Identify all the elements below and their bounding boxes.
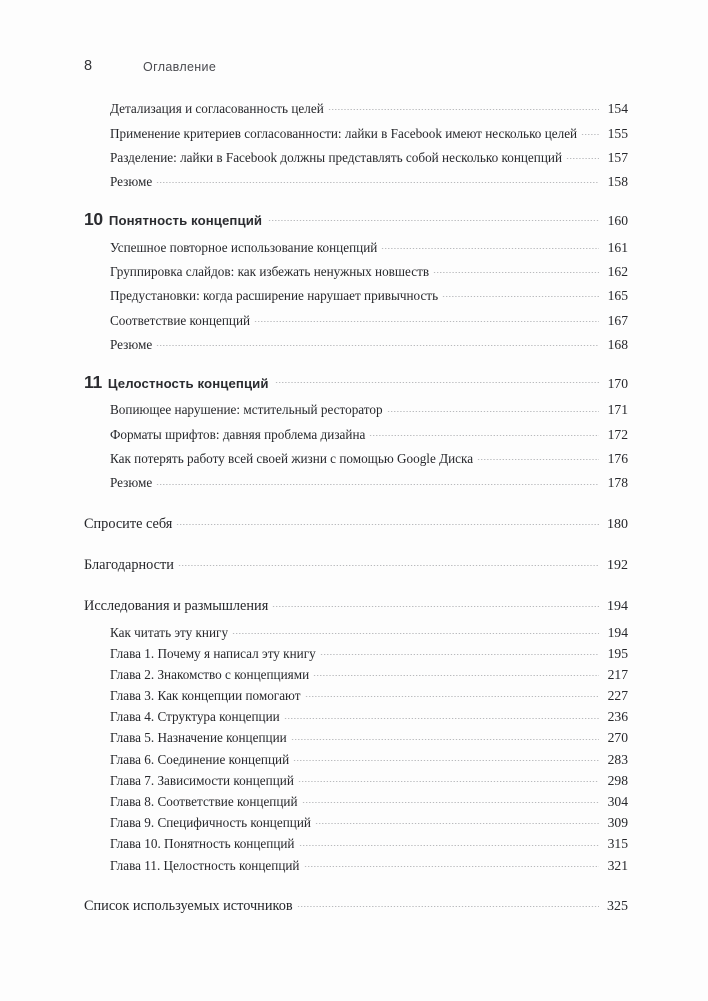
toc-entry-page-number: 227 (607, 688, 628, 704)
toc-entry-page-number: 160 (607, 213, 628, 229)
toc-entry-sub[interactable] (0, 311, 708, 328)
toc-entry-item[interactable] (0, 750, 708, 767)
dot-leader (477, 450, 599, 463)
toc-entry-label: Понятность концепций (108, 213, 263, 229)
toc-entry-label: Глава 2. Знакомство с концепциями (110, 666, 310, 682)
toc-entry-chapter[interactable] (0, 209, 708, 229)
toc-entry-page-number: 167 (607, 312, 628, 328)
toc-entry-label: Как потерять работу всей своей жизни с помощью Google Диска (110, 450, 474, 466)
toc-entry-item[interactable] (0, 645, 708, 662)
toc-entry-page-number: 170 (607, 376, 628, 392)
dot-leader (284, 708, 599, 721)
dot-leader (291, 729, 599, 742)
toc-entry-sub[interactable] (0, 100, 708, 117)
toc-entry-page-number: 304 (607, 794, 628, 810)
dot-leader (581, 124, 599, 137)
toc-entry-label: Список используемых источников (84, 897, 293, 914)
toc-entry-label: Вопиющее нарушение: мстительный ресторатор (110, 402, 383, 418)
toc-entry-sub[interactable] (0, 425, 708, 442)
toc-entry-page-number: 194 (607, 624, 628, 640)
toc-entry-label: Группировка слайдов: как избежать ненужных новшеств (110, 263, 430, 279)
toc-entry-section[interactable] (0, 896, 708, 915)
dot-leader (328, 100, 599, 113)
toc-entry-label: Глава 6. Соединение концепций (110, 751, 290, 767)
toc-entry-page-number: 236 (607, 709, 628, 725)
toc-entry-page-number: 325 (607, 898, 628, 914)
dot-leader (178, 555, 599, 569)
toc-entry-page-number: 192 (607, 558, 628, 574)
dot-leader (293, 750, 599, 763)
dot-leader (275, 372, 599, 388)
toc-entry-page-number: 165 (607, 288, 628, 304)
dot-leader (156, 173, 599, 186)
toc-entry-page-number: 270 (607, 730, 628, 746)
toc-entry-sub[interactable] (0, 149, 708, 166)
dot-leader (442, 287, 599, 300)
toc-entry-sub[interactable] (0, 124, 708, 141)
toc-entry-item[interactable] (0, 708, 708, 725)
dot-leader (254, 311, 599, 324)
dot-leader (433, 263, 599, 276)
toc-entry-section[interactable] (0, 513, 708, 532)
toc-entry-label: Глава 11. Целостность концепций (110, 857, 300, 873)
toc-entry-item[interactable] (0, 729, 708, 746)
toc-entry-sub[interactable] (0, 401, 708, 418)
dot-leader (302, 793, 599, 806)
toc-entry-label: Благодарности (84, 557, 174, 574)
toc-entry-page-number: 155 (607, 125, 628, 141)
page-folio-number: 8 (84, 58, 93, 74)
toc-entry-page-number: 171 (607, 402, 628, 418)
toc-entry-label: Как читать эту книгу (110, 624, 229, 640)
dot-leader (299, 835, 600, 848)
toc-entry-sub[interactable] (0, 450, 708, 467)
toc-entry-page-number: 158 (607, 174, 628, 190)
toc-entry-sub[interactable] (0, 287, 708, 304)
toc-entry-item[interactable] (0, 856, 708, 873)
dot-leader (272, 596, 599, 610)
dot-leader (297, 896, 599, 910)
toc-entry-page-number: 309 (607, 815, 628, 831)
toc-entry-page-number: 162 (607, 263, 628, 279)
toc-entry-page-number: 283 (607, 751, 628, 767)
toc-entry-page-number: 172 (607, 426, 628, 442)
toc-entry-sub[interactable] (0, 474, 708, 491)
chapter-number: 11 (84, 372, 102, 393)
chapter-number: 10 (84, 209, 103, 230)
toc-entry-label: Соответствие концепций (110, 312, 251, 328)
toc-entry-page-number: 154 (607, 101, 628, 117)
dot-leader (304, 856, 600, 869)
toc-entry-page-number: 178 (607, 475, 628, 491)
toc-entry-label: Разделение: лайки в Facebook должны представлять собой несколько концепций (110, 149, 563, 165)
toc-entry-chapter[interactable] (0, 372, 708, 392)
toc-entry-label: Глава 7. Зависимости концепций (110, 772, 294, 788)
table-of-contents (0, 100, 708, 923)
toc-entry-item[interactable] (0, 772, 708, 789)
toc-entry-page-number: 180 (607, 516, 628, 532)
toc-entry-label: Резюме (110, 475, 153, 491)
toc-entry-label: Успешное повторное использование концепций (110, 239, 378, 255)
toc-entry-page-number: 315 (607, 836, 628, 852)
toc-entry-item[interactable] (0, 687, 708, 704)
toc-entry-page-number: 157 (607, 149, 628, 165)
toc-entry-label: Резюме (110, 336, 153, 352)
dot-leader (156, 336, 599, 349)
dot-leader (298, 772, 599, 785)
toc-entry-label: Глава 9. Специфичность концепций (110, 815, 311, 831)
toc-entry-section[interactable] (0, 555, 708, 574)
toc-entry-page-number: 217 (607, 666, 628, 682)
toc-entry-label: Глава 8. Соответствие концепций (110, 794, 298, 810)
running-head (0, 58, 708, 82)
dot-leader (381, 238, 599, 251)
dot-leader (305, 687, 599, 700)
toc-entry-item[interactable] (0, 793, 708, 810)
toc-entry-page-number: 161 (607, 239, 628, 255)
toc-entry-sub[interactable] (0, 263, 708, 280)
dot-leader (320, 645, 599, 658)
dot-leader (369, 425, 599, 438)
toc-entry-page-number: 298 (607, 772, 628, 788)
toc-entry-label: Глава 3. Как концепции помогают (110, 688, 301, 704)
toc-entry-label: Глава 5. Назначение концепции (110, 730, 287, 746)
toc-entry-item[interactable] (0, 835, 708, 852)
dot-leader (566, 149, 599, 162)
toc-entry-page-number: 195 (607, 645, 628, 661)
dot-leader (313, 666, 599, 679)
toc-entry-item[interactable] (0, 666, 708, 683)
toc-entry-sub[interactable] (0, 238, 708, 255)
toc-entry-item[interactable] (0, 814, 708, 831)
dot-leader (156, 474, 599, 487)
toc-entry-sub[interactable] (0, 173, 708, 190)
dot-leader (268, 209, 599, 225)
toc-entry-label: Глава 4. Структура концепции (110, 709, 280, 725)
toc-entry-label: Глава 10. Понятность концепций (110, 836, 295, 852)
dot-leader (315, 814, 599, 827)
toc-entry-label: Исследования и размышления (84, 598, 269, 615)
toc-entry-label: Спросите себя (84, 515, 173, 532)
toc-entry-page-number: 321 (607, 857, 628, 873)
toc-entry-label: Предустановки: когда расширение нарушает привычность (110, 288, 439, 304)
toc-entry-page-number: 194 (607, 599, 628, 615)
dot-leader (176, 513, 599, 527)
toc-entry-page-number: 176 (607, 450, 628, 466)
dot-leader (232, 623, 599, 636)
toc-entry-label: Детализация и согласованность целей (110, 101, 324, 117)
toc-entry-item[interactable] (0, 623, 708, 640)
toc-entry-label: Применение критериев согласованности: лайки в Facebook имеют несколько целей (110, 125, 578, 141)
toc-entry-page-number: 168 (607, 336, 628, 352)
dot-leader (387, 401, 599, 414)
toc-entry-label: Резюме (110, 174, 153, 190)
running-head-title: Оглавление (143, 60, 217, 74)
toc-entry-label: Форматы шрифтов: давняя проблема дизайна (110, 426, 366, 442)
toc-entry-label: Целостность концепций (107, 376, 269, 392)
toc-entry-sub[interactable] (0, 336, 708, 353)
toc-entry-section[interactable] (0, 596, 708, 615)
toc-entry-label: Глава 1. Почему я написал эту книгу (110, 645, 316, 661)
